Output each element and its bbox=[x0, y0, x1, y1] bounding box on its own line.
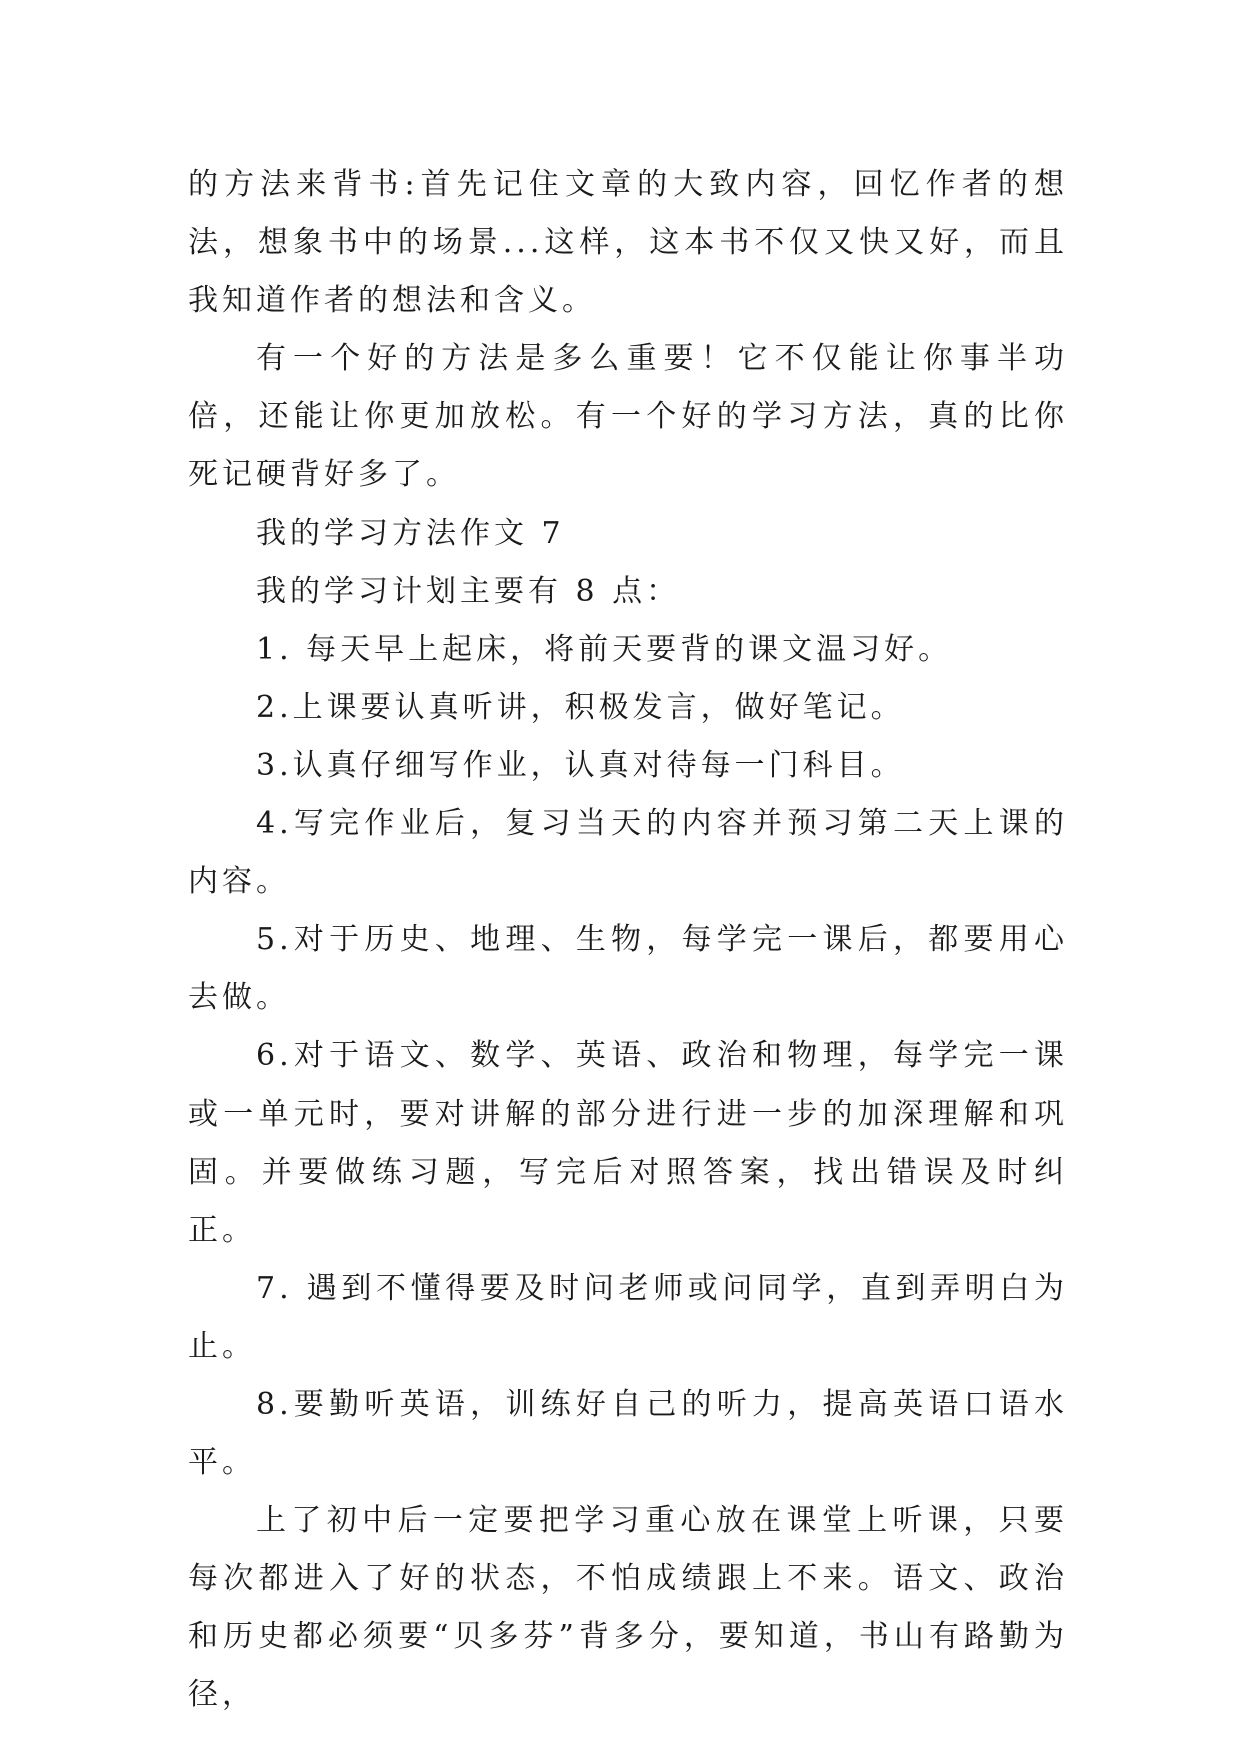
plan-item-4: 4.写完作业后，复习当天的内容并预习第二天上课的内容。 bbox=[188, 806, 1068, 900]
plan-item-5: 5.对于历史、地理、生物，每学完一课后，都要用心去做。 bbox=[188, 922, 1068, 1016]
document-body bbox=[188, 156, 1068, 1725]
paragraph-method-importance: 有一个好的方法是多么重要！它不仅能让你事半功倍，还能让你更加放松。有一个好的学习方法，真的比你死记硬背好多了。 bbox=[188, 341, 1068, 493]
paragraph-continued: 的方法来背书:首先记住文章的大致内容，回忆作者的想法，想象书中的场景...这样，这本书不仅又快又好，而且我知道作者的想法和含义。 bbox=[188, 167, 1068, 319]
plan-item-8: 8.要勤听英语，训练好自己的听力，提高英语口语水平。 bbox=[188, 1386, 1068, 1481]
essay-heading: 我的学习方法作文 7 bbox=[256, 515, 565, 551]
plan-item-6: 6.对于语文、数学、英语、政治和物理，每学完一课或一单元时，要对讲解的部分进行进一步的加深理解和巩固。并要做练习题，写完后对照答案，找出错误及时纠正。 bbox=[188, 1038, 1068, 1248]
plan-intro: 我的学习计划主要有 8 点： bbox=[256, 573, 681, 609]
plan-item-1: 1. 每天早上起床，将前天要背的课文温习好。 bbox=[256, 631, 953, 667]
plan-item-2: 2.上课要认真听讲，积极发言，做好笔记。 bbox=[256, 689, 905, 725]
plan-item-7: 7. 遇到不懂得要及时问老师或问同学，直到弄明白为止。 bbox=[188, 1270, 1068, 1364]
plan-item-3: 3.认真仔细写作业，认真对待每一门科目。 bbox=[256, 747, 905, 783]
paragraph-middle-school: 上了初中后一定要把学习重心放在课堂上听课，只要每次都进入了好的状态，不怕成绩跟上不来。语文、政治和历史都必须要“贝多芬”背多分，要知道，书山有路勤为径， bbox=[188, 1503, 1068, 1713]
